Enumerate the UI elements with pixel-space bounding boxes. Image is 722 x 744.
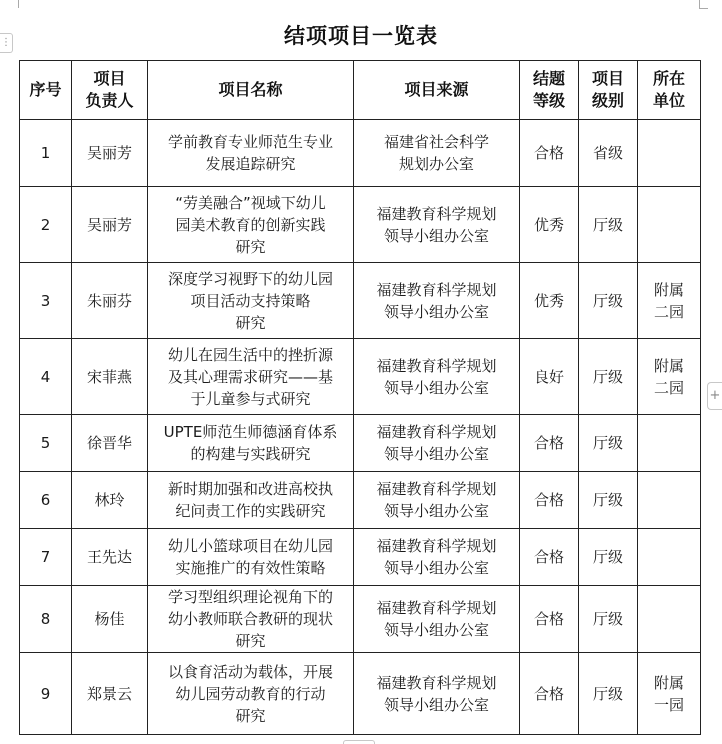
cell-project-name[interactable] <box>148 586 354 653</box>
header-name-label: 项目名称 <box>218 80 283 99</box>
cell-leader[interactable] <box>72 120 148 187</box>
project-name-line: 研究 <box>235 237 266 256</box>
header-level-line2: 级别 <box>591 91 624 110</box>
cell-seq[interactable] <box>20 529 72 586</box>
leader-value: 吴丽芳 <box>86 215 132 234</box>
source-line: 福建教育科学规划 <box>376 204 497 223</box>
leader-value: 杨佳 <box>94 610 125 628</box>
cell-grade[interactable] <box>520 653 579 735</box>
project-name-line: 研究 <box>235 313 266 332</box>
seq-value: 2 <box>40 215 51 234</box>
cell-project-name[interactable] <box>148 472 354 529</box>
page-corner-mark-right <box>699 0 708 9</box>
cell-leader[interactable] <box>72 187 148 263</box>
cell-level[interactable] <box>579 653 638 735</box>
cell-unit[interactable] <box>638 653 701 735</box>
project-name-line: 纪问责工作的实践研究 <box>175 502 326 520</box>
cell-unit[interactable] <box>638 472 701 529</box>
header-grade-line2: 等级 <box>532 91 565 110</box>
header-unit-line1: 所在 <box>652 69 685 88</box>
project-name-line: 实施推广的有效性策略 <box>175 559 326 577</box>
source-line: 福建教育科学规划 <box>376 423 497 441</box>
cell-project-name[interactable] <box>148 339 354 415</box>
source-line: 领导小组办公室 <box>383 621 489 639</box>
cell-leader[interactable] <box>72 263 148 339</box>
cell-grade[interactable] <box>520 339 579 415</box>
project-name-line: 以食育活动为载体，开展 <box>167 662 333 681</box>
cell-level[interactable] <box>579 415 638 472</box>
cell-grade[interactable] <box>520 120 579 187</box>
project-name-line: 发展追踪研究 <box>205 155 296 173</box>
level-value: 厅级 <box>592 291 623 310</box>
header-source[interactable] <box>354 61 520 120</box>
unit-line: 二园 <box>653 302 684 321</box>
grade-value: 合格 <box>533 144 564 162</box>
source-line: 福建教育科学规划 <box>376 356 497 375</box>
table-row <box>20 653 701 735</box>
unit-line: 附属 <box>653 356 684 375</box>
cell-source[interactable] <box>354 120 520 187</box>
source-line: 福建教育科学规划 <box>376 673 497 692</box>
project-name-line: UPTE师范生师德涵育体系 <box>163 423 338 441</box>
cell-leader[interactable] <box>72 472 148 529</box>
leader-value: 吴丽芳 <box>86 144 132 162</box>
unit-line: 二园 <box>653 378 684 397</box>
source-line: 领导小组办公室 <box>383 502 489 520</box>
table-row <box>20 472 701 529</box>
source-line: 福建省社会科学 <box>383 133 489 151</box>
unit-line: 一园 <box>653 695 684 714</box>
header-leader-line2: 负责人 <box>85 91 134 110</box>
project-name-line: 及其心理需求研究——基 <box>167 367 333 386</box>
table-row <box>20 187 701 263</box>
source-line: 福建教育科学规划 <box>376 280 497 299</box>
level-value: 厅级 <box>592 684 623 703</box>
header-seq[interactable] <box>20 61 72 120</box>
project-name-line: 研究 <box>235 632 266 650</box>
cell-grade[interactable] <box>520 529 579 586</box>
grade-value: 合格 <box>533 548 564 566</box>
cell-level[interactable] <box>579 120 638 187</box>
level-value: 厅级 <box>592 434 623 452</box>
leader-value: 王先达 <box>86 548 132 566</box>
cell-leader[interactable] <box>72 653 148 735</box>
project-name-line: 幼小教师联合教研的现状 <box>167 610 333 628</box>
project-name-line: 新时期加强和改进高校执 <box>167 480 333 498</box>
cell-leader[interactable] <box>72 529 148 586</box>
table-move-handle-icon[interactable]: ⋮ <box>0 33 13 53</box>
source-line: 领导小组办公室 <box>383 559 489 577</box>
cell-unit[interactable] <box>638 120 701 187</box>
project-name-line: 研究 <box>235 706 266 725</box>
cell-leader[interactable] <box>72 339 148 415</box>
cell-source[interactable] <box>354 263 520 339</box>
unit-line: 附属 <box>653 280 684 299</box>
cell-grade[interactable] <box>520 472 579 529</box>
grade-value: 合格 <box>533 610 564 628</box>
page-corner-mark-left <box>8 0 19 8</box>
cell-seq[interactable] <box>20 120 72 187</box>
source-line: 福建教育科学规划 <box>376 599 497 617</box>
project-name-line: 项目活动支持策略 <box>190 291 311 310</box>
seq-value: 6 <box>40 491 51 509</box>
level-value: 厅级 <box>592 215 623 234</box>
table-row <box>20 586 701 653</box>
source-line: 福建教育科学规划 <box>376 537 497 555</box>
project-name-line: 学前教育专业师范生专业 <box>167 133 333 151</box>
seq-value: 7 <box>40 548 51 566</box>
leader-value: 朱丽芬 <box>86 291 132 310</box>
cell-unit[interactable] <box>638 263 701 339</box>
cell-unit[interactable] <box>638 187 701 263</box>
project-name-line: 学习型组织理论视角下的 <box>167 588 333 606</box>
table-header-row <box>20 61 701 120</box>
level-value: 省级 <box>592 144 623 162</box>
cell-seq[interactable] <box>20 653 72 735</box>
grade-value: 优秀 <box>533 291 564 310</box>
cell-seq[interactable] <box>20 263 72 339</box>
table-row <box>20 120 701 187</box>
header-source-label: 项目来源 <box>404 80 469 99</box>
level-value: 厅级 <box>592 548 623 566</box>
cell-seq[interactable] <box>20 187 72 263</box>
cell-project-name[interactable] <box>148 120 354 187</box>
leader-value: 郑景云 <box>86 684 132 703</box>
project-name-line: 园美术教育的创新实践 <box>175 215 326 234</box>
source-line: 领导小组办公室 <box>383 302 489 321</box>
grade-value: 优秀 <box>533 215 564 234</box>
cell-leader[interactable] <box>72 586 148 653</box>
cell-level[interactable] <box>579 187 638 263</box>
header-leader[interactable] <box>72 61 148 120</box>
leader-value: 徐晋华 <box>86 434 132 452</box>
table-resize-handle[interactable] <box>343 740 375 744</box>
cell-level[interactable] <box>579 263 638 339</box>
project-name-line: 的构建与实践研究 <box>190 445 311 463</box>
source-line: 领导小组办公室 <box>383 445 489 463</box>
project-name-line: 幼儿在园生活中的挫折源 <box>167 345 333 364</box>
cell-grade[interactable] <box>520 586 579 653</box>
cell-source[interactable] <box>354 415 520 472</box>
source-line: 福建教育科学规划 <box>376 480 497 498</box>
cell-source[interactable] <box>354 653 520 735</box>
seq-value: 5 <box>40 434 51 452</box>
cell-project-name[interactable] <box>148 187 354 263</box>
table-add-column-icon[interactable]: + <box>707 382 722 410</box>
cell-seq[interactable] <box>20 586 72 653</box>
cell-grade[interactable] <box>520 263 579 339</box>
cell-source[interactable] <box>354 472 520 529</box>
cell-unit[interactable] <box>638 415 701 472</box>
table-row <box>20 415 701 472</box>
header-grade-line1: 结题 <box>532 69 565 88</box>
header-seq-label: 序号 <box>29 80 62 99</box>
seq-value: 1 <box>40 144 51 162</box>
seq-value: 4 <box>40 367 51 386</box>
cell-level[interactable] <box>579 472 638 529</box>
cell-seq[interactable] <box>20 415 72 472</box>
cell-leader[interactable] <box>72 415 148 472</box>
seq-value: 8 <box>40 610 51 628</box>
project-table-container <box>19 60 701 735</box>
project-name-line: 于儿童参与式研究 <box>190 389 311 408</box>
source-line: 领导小组办公室 <box>383 378 489 397</box>
grade-value: 合格 <box>533 684 564 703</box>
unit-line: 附属 <box>653 673 684 692</box>
level-value: 厅级 <box>592 491 623 509</box>
header-level[interactable] <box>579 61 638 120</box>
header-unit[interactable] <box>638 61 701 120</box>
cell-unit[interactable] <box>638 586 701 653</box>
header-leader-line1: 项目 <box>93 69 126 88</box>
cell-source[interactable] <box>354 529 520 586</box>
table-row <box>20 263 701 339</box>
level-value: 厅级 <box>592 610 623 628</box>
project-name-line: 幼儿小篮球项目在幼儿园 <box>167 537 333 555</box>
cell-grade[interactable] <box>520 415 579 472</box>
cell-seq[interactable] <box>20 339 72 415</box>
cell-source[interactable] <box>354 339 520 415</box>
header-level-line1: 项目 <box>591 69 624 88</box>
cell-level[interactable] <box>579 529 638 586</box>
header-name[interactable] <box>148 61 354 120</box>
table-row <box>20 339 701 415</box>
seq-value: 9 <box>40 684 51 703</box>
source-line: 规划办公室 <box>398 155 474 173</box>
project-name-line: 幼儿园劳动教育的行动 <box>175 684 326 703</box>
cell-source[interactable] <box>354 586 520 653</box>
cell-level[interactable] <box>579 586 638 653</box>
header-unit-line2: 单位 <box>652 91 685 110</box>
cell-project-name[interactable] <box>148 529 354 586</box>
cell-level[interactable] <box>579 339 638 415</box>
source-line: 领导小组办公室 <box>383 695 489 714</box>
source-line: 领导小组办公室 <box>383 226 489 245</box>
cell-project-name[interactable] <box>148 653 354 735</box>
level-value: 厅级 <box>592 367 623 386</box>
cell-project-name[interactable] <box>148 263 354 339</box>
document-title: 结项项目一览表 <box>284 23 438 48</box>
cell-seq[interactable] <box>20 472 72 529</box>
cell-project-name[interactable] <box>148 415 354 472</box>
grade-value: 合格 <box>533 491 564 509</box>
project-table <box>19 60 701 735</box>
table-row <box>20 529 701 586</box>
cell-unit[interactable] <box>638 339 701 415</box>
cell-unit[interactable] <box>638 529 701 586</box>
seq-value: 3 <box>40 291 51 310</box>
project-name-line: 深度学习视野下的幼儿园 <box>167 269 333 288</box>
leader-value: 宋菲燕 <box>86 367 132 386</box>
cell-grade[interactable] <box>520 187 579 263</box>
grade-value: 良好 <box>533 367 564 386</box>
header-grade[interactable] <box>520 61 579 120</box>
grade-value: 合格 <box>533 434 564 452</box>
leader-value: 林玲 <box>94 491 125 509</box>
project-name-line: “劳美融合”视域下幼儿 <box>175 193 326 212</box>
cell-source[interactable] <box>354 187 520 263</box>
